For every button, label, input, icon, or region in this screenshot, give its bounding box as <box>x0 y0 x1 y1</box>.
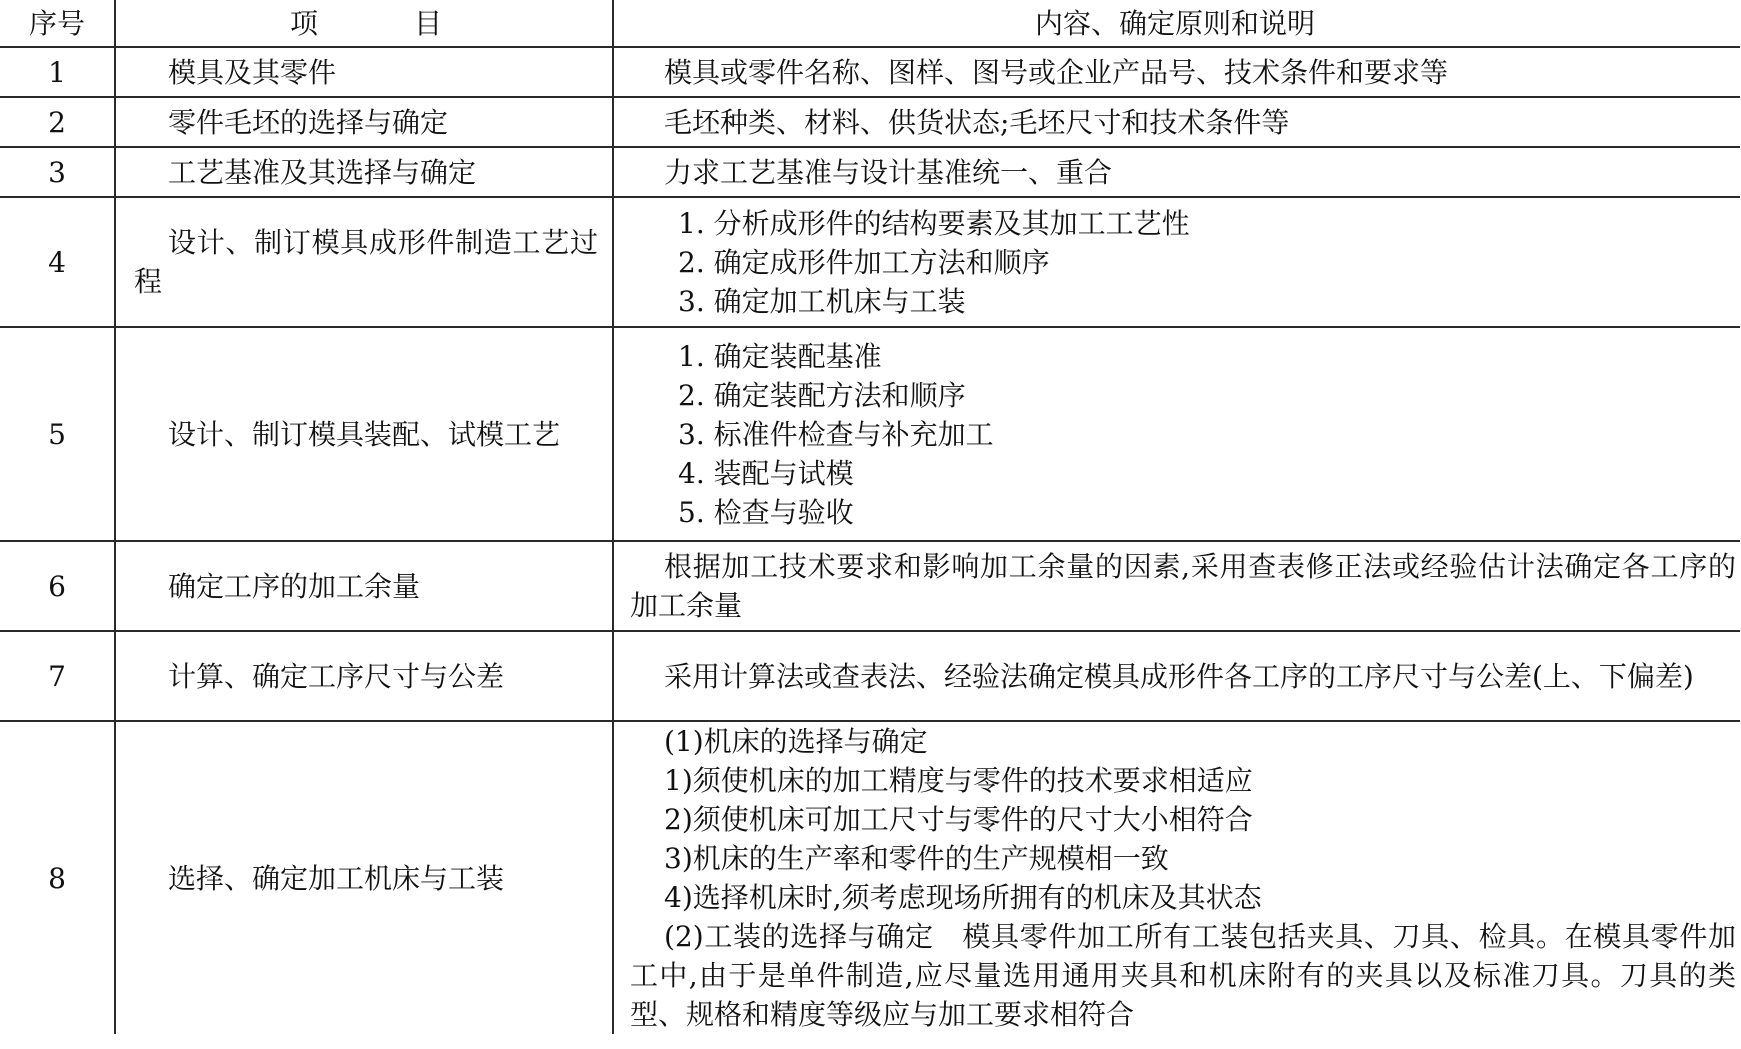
list-item: 2)须使机床可加工尺寸与零件的尺寸大小相符合 <box>664 803 1253 836</box>
list-item: 3. 确定加工机床与工装 <box>678 284 966 318</box>
row-item-text: 设计、制订模具成形件制造工艺过程 <box>134 226 598 298</box>
row-item <box>115 97 613 147</box>
row-item-text: 设计、制订模具装配、试模工艺 <box>168 417 561 451</box>
row-content-text: 力求工艺基准与设计基准统一、重合 <box>664 155 1113 189</box>
list-item: (1)机床的选择与确定 <box>664 725 928 758</box>
row-content-text: 根据加工技术要求和影响加工余量的因素,采用查表修正法或经验估计法确定各工序的加工余量 <box>630 550 1736 622</box>
list-item: 3)机床的生产率和零件的生产规模相一致 <box>664 842 1169 875</box>
row-content <box>613 97 1740 147</box>
list-item: 1)须使机床的加工精度与零件的技术要求相适应 <box>664 764 1253 797</box>
row-number: 8 <box>0 721 115 1034</box>
row-content <box>613 631 1740 721</box>
row-content <box>613 147 1740 197</box>
list-item: 1. 确定装配基准 <box>678 339 882 373</box>
row-number: 5 <box>0 327 115 541</box>
row-item <box>115 147 613 197</box>
row-content-text: 模具或零件名称、图样、图号或企业产品号、技术条件和要求等 <box>664 55 1449 89</box>
row-item-text: 零件毛坯的选择与确定 <box>168 105 449 139</box>
row-item <box>115 721 613 1034</box>
table-row <box>0 97 1740 147</box>
row-number: 2 <box>0 97 115 147</box>
table-row <box>0 541 1740 631</box>
header-item-left: 项 <box>289 6 318 40</box>
row-item <box>115 327 613 541</box>
list-item: 3. 标准件检查与补充加工 <box>678 417 994 451</box>
row-number: 4 <box>0 197 115 327</box>
row-item-text: 工艺基准及其选择与确定 <box>168 155 477 189</box>
table-header-row <box>0 0 1740 47</box>
list-item: 4)选择机床时,须考虑现场所拥有的机床及其状态 <box>664 881 1262 914</box>
row-item <box>115 541 613 631</box>
row-content <box>613 197 1740 327</box>
row-content-text: 毛坯种类、材料、供货状态;毛坯尺寸和技术条件等 <box>664 105 1290 139</box>
table-row <box>0 327 1740 541</box>
row-item-text: 计算、确定工序尺寸与公差 <box>168 659 505 693</box>
table-row <box>0 197 1740 327</box>
table-row <box>0 147 1740 197</box>
header-item <box>115 0 613 47</box>
row-content-text: 采用计算法或查表法、经验法确定模具成形件各工序的工序尺寸与公差(上、下偏差) <box>664 659 1694 693</box>
row-number: 7 <box>0 631 115 721</box>
list-item: 2. 确定装配方法和顺序 <box>678 378 966 412</box>
row-item <box>115 47 613 97</box>
row-item <box>115 197 613 327</box>
row-content <box>613 327 1740 541</box>
row-content <box>613 541 1740 631</box>
row-content-paragraph: (2)工装的选择与确定 模具零件加工所有工装包括夹具、刀具、检具。在模具零件加工中,由于是单件制造,应尽量选用通用夹具和机床附有的夹具以及标准刀具。刀具的类型、规格和精度等级应与加工要求相符合 <box>630 920 1736 1031</box>
list-item: 4. 装配与试模 <box>678 456 854 490</box>
row-item <box>115 631 613 721</box>
list-item: 2. 确定成形件加工方法和顺序 <box>678 245 1050 279</box>
list-item: 1. 分析成形件的结构要素及其加工工艺性 <box>678 206 1190 240</box>
header-content: 内容、确定原则和说明 <box>613 0 1740 47</box>
table-row <box>0 47 1740 97</box>
row-number: 1 <box>0 47 115 97</box>
row-content <box>613 47 1740 97</box>
table-row <box>0 631 1740 721</box>
header-item-right: 目 <box>414 6 443 40</box>
row-item-text: 模具及其零件 <box>168 55 337 89</box>
row-item-text: 选择、确定加工机床与工装 <box>168 861 505 895</box>
header-no: 序号 <box>0 0 115 47</box>
row-number: 6 <box>0 541 115 631</box>
list-item: 5. 检查与验收 <box>678 495 854 529</box>
row-item-text: 确定工序的加工余量 <box>168 569 421 603</box>
row-content <box>613 721 1740 1034</box>
row-number: 3 <box>0 147 115 197</box>
table-row <box>0 721 1740 1034</box>
